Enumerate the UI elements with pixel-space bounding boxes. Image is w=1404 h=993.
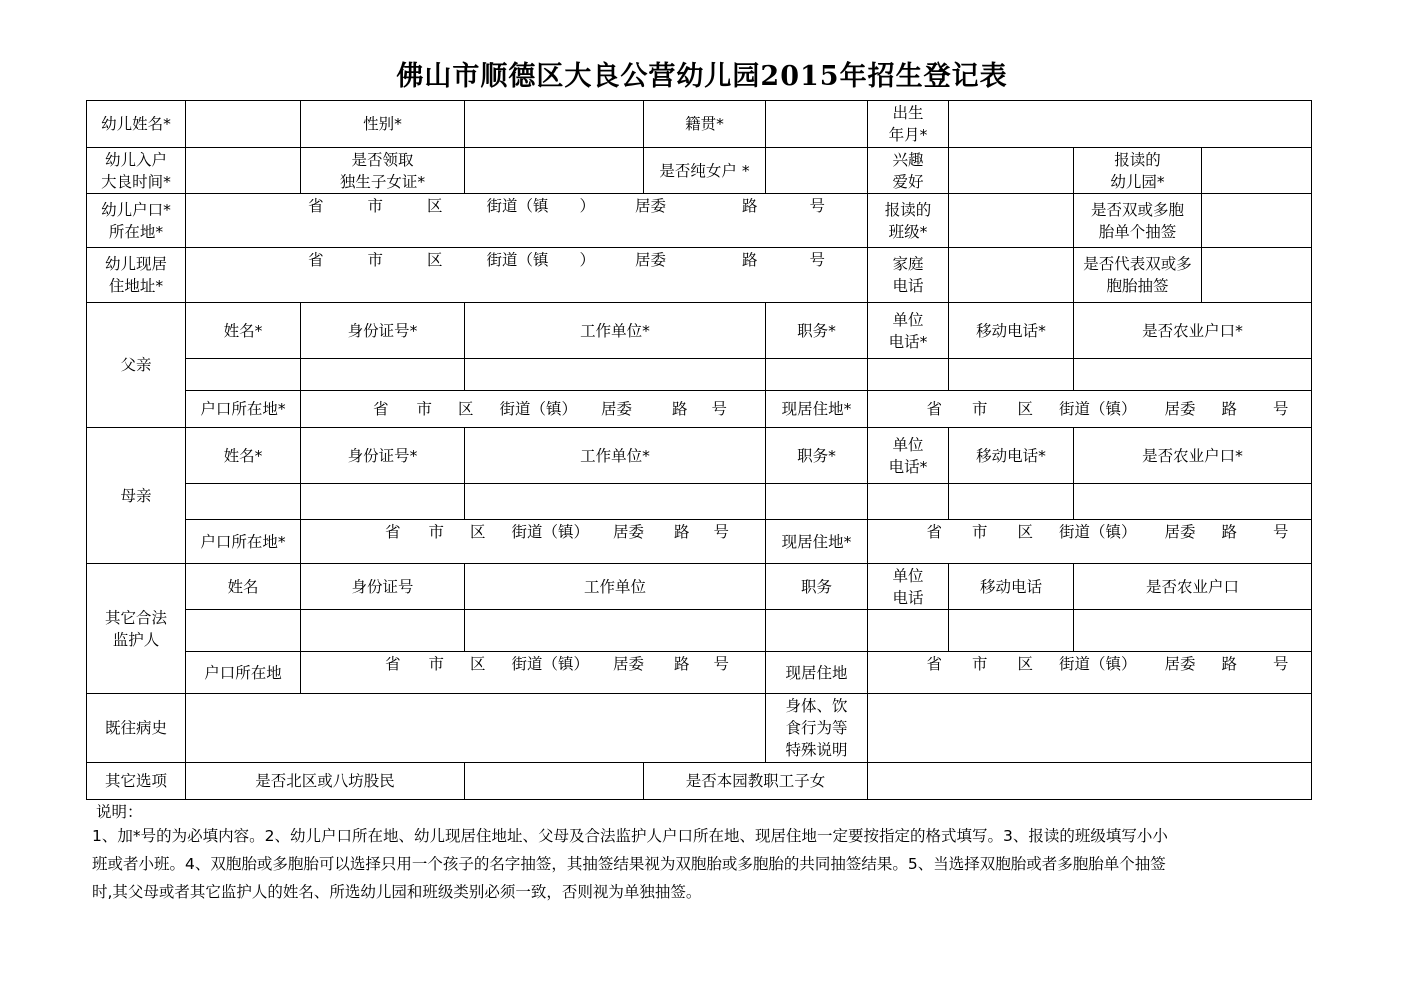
notes-line-1: 1、加*号的为必填内容。2、幼儿户口所在地、幼儿现居住地址、父母及合法监护人户口所在地、现居住地一定要按指定的格式填写。3、报读的班级填写小小 [92, 827, 1168, 845]
mother-hukou-label: 户口所在地* [186, 520, 301, 564]
hobby-label: 兴趣 爱好 [868, 148, 949, 194]
daughter-label: 是否纯女户 * [644, 148, 766, 194]
mother-hukou-field[interactable] [301, 520, 766, 564]
mother-id-field[interactable] [301, 484, 465, 520]
gender-field[interactable] [465, 101, 644, 148]
child-hukou-field[interactable] [186, 194, 868, 248]
entry-time-field[interactable] [186, 148, 301, 194]
father-post-label: 职务* [766, 303, 868, 359]
father-work-field[interactable] [465, 359, 766, 391]
father-unit-phone-label: 单位 电话* [868, 303, 949, 359]
kinder-field[interactable] [1202, 148, 1312, 194]
guardian-post-label: 职务 [766, 564, 868, 610]
mother-post-label: 职务* [766, 428, 868, 484]
birth-field[interactable] [949, 101, 1312, 148]
father-name-field[interactable] [186, 359, 301, 391]
guardian-post-field[interactable] [766, 610, 868, 652]
home-phone-label: 家庭 电话 [868, 248, 949, 303]
guardian-farm-field[interactable] [1074, 610, 1312, 652]
guardian-residence-label: 现居住地 [766, 652, 868, 694]
twins-rep-label: 是否代表双或多 胞胎抽签 [1074, 248, 1202, 303]
guardian-id-label: 身份证号 [301, 564, 465, 610]
child-name-field[interactable] [186, 101, 301, 148]
guardian-section-label: 其它合法 监护人 [87, 564, 186, 694]
father-mobile-label: 移动电话* [949, 303, 1074, 359]
origin-field[interactable] [766, 101, 868, 148]
beiqu-label: 是否北区或八坊股民 [186, 763, 465, 800]
father-farm-label: 是否农业户口* [1074, 303, 1312, 359]
history-field[interactable] [186, 694, 766, 763]
guardian-id-field[interactable] [301, 610, 465, 652]
father-id-label: 身份证号* [301, 303, 465, 359]
address-template: 省 市 区 街道（镇） 居委 路 号 [926, 523, 1289, 541]
onechild-label: 是否领取 独生子女证* [301, 148, 465, 194]
guardian-hukou-label: 户口所在地 [186, 652, 301, 694]
mother-mobile-label: 移动电话* [949, 428, 1074, 484]
daughter-field[interactable] [766, 148, 868, 194]
father-id-field[interactable] [301, 359, 465, 391]
gender-label: 性别* [301, 101, 465, 148]
guardian-work-field[interactable] [465, 610, 766, 652]
mother-residence-field[interactable] [868, 520, 1312, 564]
address-template: 省 市 区 街道（镇 ） 居委 路 号 [307, 251, 826, 269]
mother-unit-phone-label: 单位 电话* [868, 428, 949, 484]
father-hukou-field[interactable] [301, 391, 766, 428]
father-work-label: 工作单位* [465, 303, 766, 359]
twins-rep-field[interactable] [1202, 248, 1312, 303]
guardian-work-label: 工作单位 [465, 564, 766, 610]
father-mobile-field[interactable] [949, 359, 1074, 391]
origin-label: 籍贯* [644, 101, 766, 148]
address-template: 省 市 区 街道（镇） 居委 路 号 [384, 523, 730, 541]
kinder-label: 报读的 幼儿园* [1074, 148, 1202, 194]
mother-farm-field[interactable] [1074, 484, 1312, 520]
notes-line-3: 时,其父母或者其它监护人的姓名、所选幼儿园和班级类别必须一致，否则视为单独抽签。 [92, 883, 702, 901]
mother-unit-phone-field[interactable] [868, 484, 949, 520]
staff-child-field[interactable] [868, 763, 1312, 800]
special-note-label: 身体、饮 食行为等 特殊说明 [766, 694, 868, 763]
child-address-label: 幼儿现居 住地址* [87, 248, 186, 303]
special-note-field[interactable] [868, 694, 1312, 763]
father-hukou-label: 户口所在地* [186, 391, 301, 428]
mother-mobile-field[interactable] [949, 484, 1074, 520]
guardian-farm-label: 是否农业户口 [1074, 564, 1312, 610]
mother-residence-label: 现居住地* [766, 520, 868, 564]
child-name-label: 幼儿姓名* [87, 101, 186, 148]
notes [92, 802, 1311, 906]
guardian-name-label: 姓名 [186, 564, 301, 610]
class-label: 报读的 班级* [868, 194, 949, 248]
guardian-unit-phone-label: 单位 电话 [868, 564, 949, 610]
child-hukou-label: 幼儿户口* 所在地* [87, 194, 186, 248]
father-name-label: 姓名* [186, 303, 301, 359]
father-section-label: 父亲 [87, 303, 186, 428]
guardian-hukou-field[interactable] [301, 652, 766, 694]
mother-farm-label: 是否农业户口* [1074, 428, 1312, 484]
father-residence-field[interactable] [868, 391, 1312, 428]
address-template: 省 市 区 街道（镇） 居委 路 号 [926, 655, 1289, 673]
child-address-field[interactable] [186, 248, 868, 303]
beiqu-field[interactable] [465, 763, 644, 800]
guardian-residence-field[interactable] [868, 652, 1312, 694]
father-residence-label: 现居住地* [766, 391, 868, 428]
hobby-field[interactable] [949, 148, 1074, 194]
father-farm-field[interactable] [1074, 359, 1312, 391]
other-options-label: 其它选项 [87, 763, 186, 800]
history-label: 既往病史 [87, 694, 186, 763]
address-template: 省 市 区 街道（镇） 居委 路 号 [384, 655, 730, 673]
guardian-mobile-field[interactable] [949, 610, 1074, 652]
home-phone-field[interactable] [949, 248, 1074, 303]
page-title: 佛山市顺德区大良公营幼儿园2015年招生登记表 [396, 61, 1008, 92]
guardian-name-field[interactable] [186, 610, 301, 652]
mother-name-label: 姓名* [186, 428, 301, 484]
father-post-field[interactable] [766, 359, 868, 391]
entry-time-label: 幼儿入户 大良时间* [87, 148, 186, 194]
guardian-unit-phone-field[interactable] [868, 610, 949, 652]
notes-heading: 说明： [96, 803, 143, 821]
registration-form [86, 100, 1312, 800]
mother-post-field[interactable] [766, 484, 868, 520]
address-template: 省 市 区 街道（镇） 居委 路 号 [372, 400, 728, 418]
guardian-mobile-label: 移动电话 [949, 564, 1074, 610]
birth-label: 出生 年月* [868, 101, 949, 148]
mother-work-field[interactable] [465, 484, 766, 520]
address-template: 省 市 区 街道（镇） 居委 路 号 [926, 400, 1289, 418]
mother-id-label: 身份证号* [301, 428, 465, 484]
address-template: 省 市 区 街道（镇 ） 居委 路 号 [307, 197, 826, 215]
twins-single-field[interactable] [1202, 194, 1312, 248]
mother-work-label: 工作单位* [465, 428, 766, 484]
class-field[interactable] [949, 194, 1074, 248]
father-unit-phone-field[interactable] [868, 359, 949, 391]
notes-line-2: 班或者小班。4、双胞胎或多胞胎可以选择只用一个孩子的名字抽签，其抽签结果视为双胞胎或多胞胎的共同抽签结果。5、当选择双胞胎或者多胞胎单个抽签 [92, 855, 1166, 873]
twins-single-label: 是否双或多胞 胎单个抽签 [1074, 194, 1202, 248]
mother-name-field[interactable] [186, 484, 301, 520]
mother-section-label: 母亲 [87, 428, 186, 564]
staff-child-label: 是否本园教职工子女 [644, 763, 868, 800]
onechild-field[interactable] [465, 148, 644, 194]
